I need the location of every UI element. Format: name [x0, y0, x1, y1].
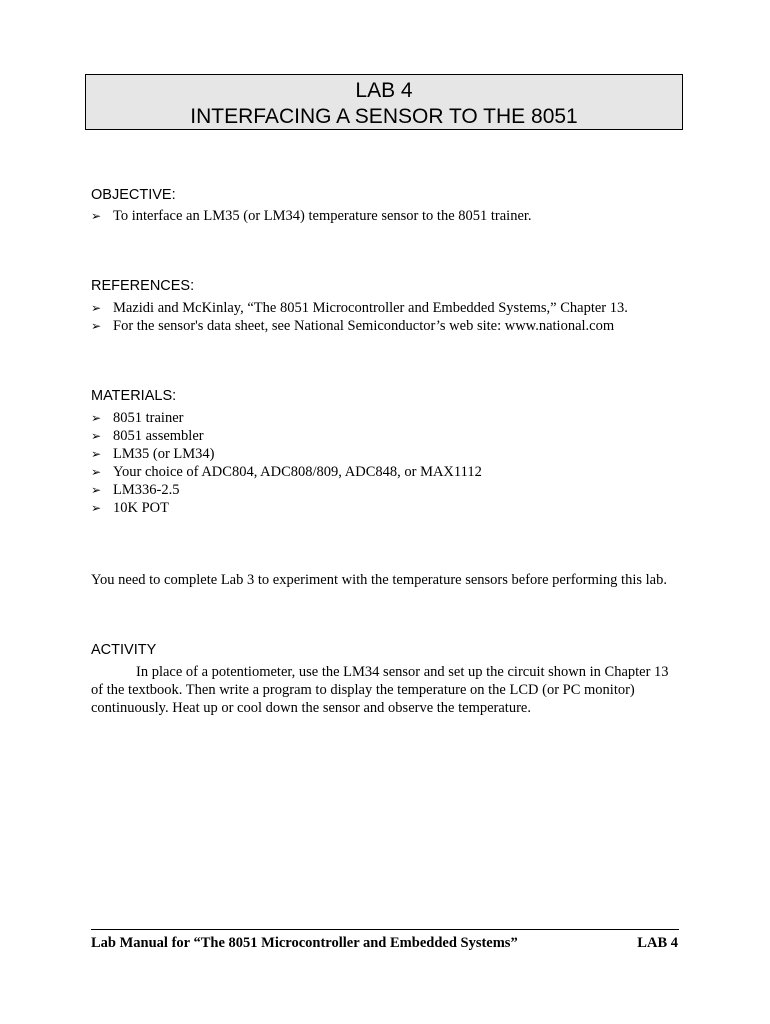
list-item: ➢ To interface an LM35 (or LM34) temperature sensor to the 8051 trainer.	[91, 208, 532, 224]
references-list	[91, 299, 628, 335]
arrow-bullet-icon: ➢	[91, 429, 102, 443]
footer-manual-title: Lab Manual for “The 8051 Microcontroller and Embedded Systems”	[91, 935, 518, 951]
activity-paragraph: In place of a potentiometer, use the LM34 sensor and set up the circuit shown in Chapter 13 of the textbook. Then write a program to display the temperature on the LCD (or PC monitor) continuously. Heat up or cool down the sensor and observe the temperature.	[91, 664, 669, 716]
lab-title: INTERFACING A SENSOR TO THE 8051	[190, 105, 578, 128]
arrow-bullet-icon: ➢	[91, 483, 102, 497]
arrow-bullet-icon: ➢	[91, 209, 102, 223]
list-item: ➢ For the sensor's data sheet, see National Semiconductor’s web site: www.national.com	[91, 318, 615, 334]
prerequisite-paragraph: You need to complete Lab 3 to experiment with the temperature sensors before performing this lab.	[91, 572, 667, 588]
list-item: ➢ 8051 trainer	[91, 410, 184, 426]
materials-list	[91, 409, 482, 517]
objective-list	[91, 207, 532, 225]
list-item: ➢ Your choice of ADC804, ADC808/809, ADC848, or MAX1112	[91, 464, 482, 480]
arrow-bullet-icon: ➢	[91, 411, 102, 425]
lab-number: LAB 4	[355, 79, 413, 102]
footer-divider	[91, 929, 679, 930]
list-item: ➢ LM35 (or LM34)	[91, 446, 215, 462]
materials-heading: MATERIALS:	[91, 388, 177, 404]
list-item: ➢ 8051 assembler	[91, 428, 204, 444]
arrow-bullet-icon: ➢	[91, 465, 102, 479]
arrow-bullet-icon: ➢	[91, 301, 102, 315]
list-item: ➢ Mazidi and McKinlay, “The 8051 Microcontroller and Embedded Systems,” Chapter 13.	[91, 300, 628, 316]
list-item: ➢ 10K POT	[91, 500, 169, 516]
arrow-bullet-icon: ➢	[91, 319, 102, 333]
list-item: ➢ LM336-2.5	[91, 482, 180, 498]
lab-title-box	[85, 74, 683, 130]
arrow-bullet-icon: ➢	[91, 447, 102, 461]
objective-heading: OBJECTIVE:	[91, 187, 176, 203]
footer-lab-number: LAB 4	[637, 935, 678, 951]
references-heading: REFERENCES:	[91, 278, 195, 294]
arrow-bullet-icon: ➢	[91, 501, 102, 515]
activity-heading: ACTIVITY	[91, 642, 157, 658]
